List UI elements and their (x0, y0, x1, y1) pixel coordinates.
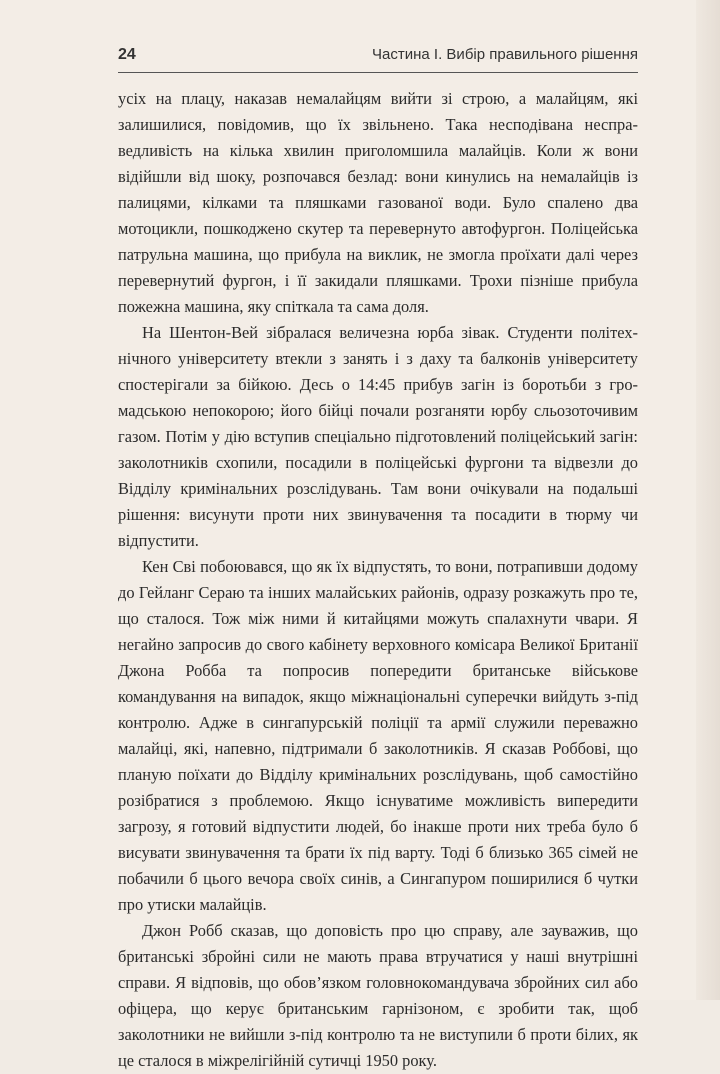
header-rule (118, 72, 638, 73)
paragraph-3: Кен Сві побоювався, що як їх відпустять, то вони, потрапивши додому до Гейланг Сераю та інших малайських районів, одразу розкажуть про те, що сталося. Тож між ними й китайцями можуть спалахнути чвари. Я негайно запросив до свого кабінету верховного комісара Великої Британії Джона Робба та попросив попередити британське військове командування на випадок, якщо міжнаціональні суперечки вийдуть з-під контролю. Адже в сингапурській поліції та армії служили переважно малайці, які, напевно, підтримали б заколотників. Я сказав Роббові, що планую поїхати до Відділу кримінальних розслідувань, щоб самостійно розібратися з проблемою. Якщо існуватиме можливість випередити загрозу, я готовий відпустити людей, бо інакше проти них треба було б висувати звинувачення та брати їх під варту. Тоді б близько 365 сімей не побачили б цього вечора своїх синів, а Сингапуром поширилися б чутки про утиски малайців. (118, 557, 638, 914)
body-text (118, 86, 638, 1074)
page-number: 24 (118, 46, 136, 63)
paragraph-2: На Шентон-Вей зібралася величезна юрба зівак. Студенти політехнічного університету втекли з занять і з даху та балконів університету спостерігали за бійкою. Десь о 14:45 прибув загін із боротьби з громадською непокорою; його бійці почали розганяти юрбу сльозоточивим газом. Потім у дію вступив спеціально підготовлений поліцейський загін: заколотників схопили, посадили в поліцейські фургони та відвезли до Відділу кримінальних розслідувань. Там вони очікували на подальші рішення: висунути проти них звинувачення та посадити в тюрму чи відпустити. (118, 323, 638, 550)
running-head: Частина I. Вибір правильного рішення (372, 46, 638, 63)
page-header (118, 44, 638, 72)
paragraph-1: усіх на плацу, наказав немалайцям вийти зі строю, а малайцям, які залишилися, повідомив, що їх звільнено. Така несподівана несправедливість на кілька хвилин приголомшила малайців. Коли ж вони відійшли від шоку, розпочався безлад: вони кинулись на немалайців із палицями, кілками та пляшками газованої води. Було спалено два мотоцикли, пошкоджено скутер та перевернуто автофургон. Поліцейська патрульна машина, що прибула на виклик, не змогла проїхати далі через перевернутий фургон, і її закидали пляшками. Трохи пізніше прибула пожежна машина, яку спіткала та сама доля. (118, 89, 638, 316)
page-edge-shadow (696, 0, 720, 1000)
paragraph-4: Джон Робб сказав, що доповість про цю справу, але зауважив, що британські збройні сили не мають права втручатися у наші внутрішні справи. Я відповів, що обов’язком головнокомандувача збройних сил або офіцера, що керує британським гарнізоном, є зробити так, щоб заколотники не вийшли з-під контролю та не виступили б проти білих, як це сталося в міжрелігійній сутичці 1950 року. (118, 921, 638, 1070)
